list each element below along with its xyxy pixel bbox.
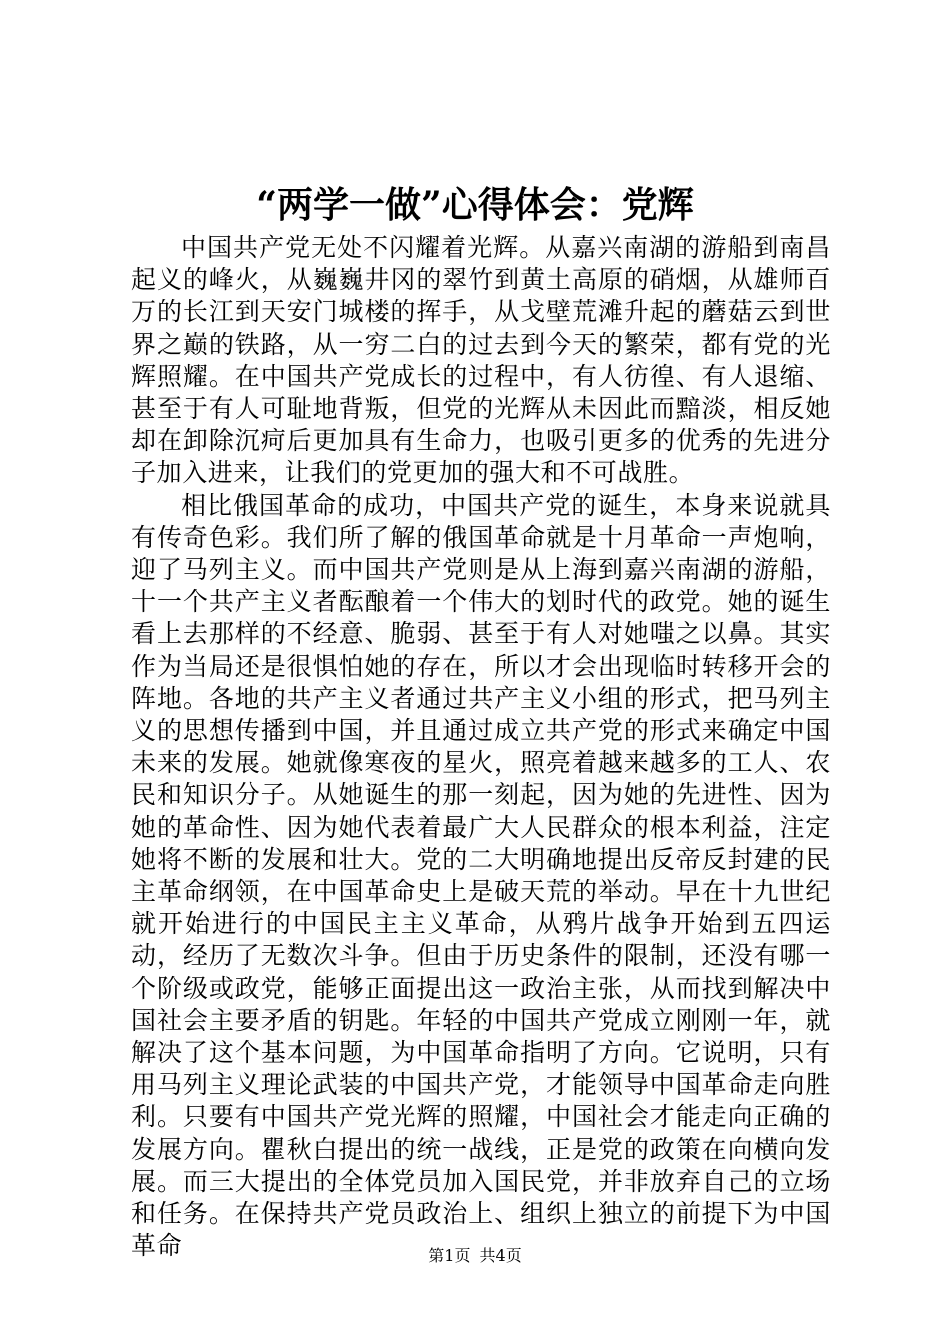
document-body <box>131 232 831 1263</box>
page-number: 第1页 <box>428 1246 471 1265</box>
paragraph-2: 相比俄国革命的成功，中国共产党的诞生，本身来说就具有传奇色彩。我们所了解的俄国革命就是十月革命一声炮响，迎了马列主义。而中国共产党则是从上海到嘉兴南湖的游船，十一个共产主义者酝酿着一个伟大的划时代的政党。她的诞生看上去那样的不经意、脆弱、甚至于有人对她嗤之以鼻。其实作为当局还是很惧怕她的存在，所以才会出现临时转移开会的阵地。各地的共产主义者通过共产主义小组的形式，把马列主义的思想传播到中国，并且通过成立共产党的形式来确定中国未来的发展。她就像寒夜的星火，照亮着越来越多的工人、农民和知识分子。从她诞生的那一刻起，因为她的先进性、因为她的革命性、因为她代表着最广大人民群众的根本利益，注定她将不断的发展和壮大。党的二大明确地提出反帝反封建的民主革命纲领，在中国革命史上是破天荒的举动。早在十九世纪就开始进行的中国民主主义革命，从鸦片战争开始到五四运动，经历了无数次斗争。但由于历史条件的限制，还没有哪一个阶级或政党，能够正面提出这一政治主张，从而找到解决中国社会主要矛盾的钥匙。年轻的中国共产党成立刚刚一年，就解决了这个基本问题，为中国革命指明了方向。它说明，只有用马列主义理论武装的中国共产党，才能领导中国革命走向胜利。只要有中国共产党光辉的照耀，中国社会才能走向正确的发展方向。瞿秋白提出的统一战线，正是党的政策在向横向发展。而三大提出的全体党员加入国民党，并非放弃自己的立场和任务。在保持共产党员政治上、组织上独立的前提下为中国革命 <box>131 490 831 1261</box>
page-total: 共4页 <box>479 1246 522 1265</box>
page-footer <box>0 1244 950 1268</box>
document-title: “两学一做”心得体会：党辉 <box>256 184 694 226</box>
paragraph-1: 中国共产党无处不闪耀着光辉。从嘉兴南湖的游船到南昌起义的峰火，从巍巍井冈的翠竹到黄土高原的硝烟，从雄师百万的长江到天安门城楼的挥手，从戈壁荒滩升起的蘑菇云到世界之巅的铁路，从一穷二白的过去到今天的繁荣，都有党的光辉照耀。在中国共产党成长的过程中，有人彷徨、有人退缩、甚至于有人可耻地背叛，但党的光辉从未因此而黯淡，相反她却在卸除沉疴后更加具有生命力，也吸引更多的优秀的先进分子加入进来，让我们的党更加的强大和不可战胜。 <box>131 233 831 488</box>
